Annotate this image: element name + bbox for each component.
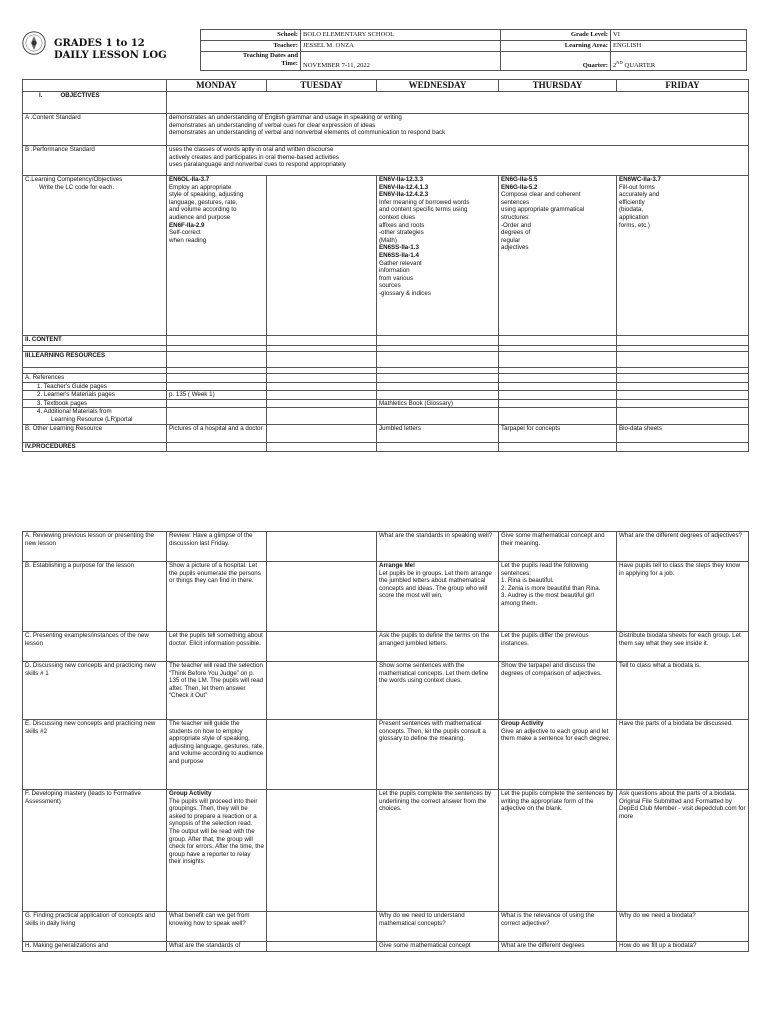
lesson-log-table-objectives <box>22 79 749 452</box>
textbook-pages-label: 3. Textbook pages <box>23 399 167 408</box>
lc-thursday: EN6G-IIa-5.5 EN6G-IIa-5.2 Compose clear and coherent sentences using appropriate grammatical structures: -Order and degrees of regular adjectives <box>499 176 617 336</box>
dates-label: Teaching Dates and Time: <box>201 52 301 71</box>
deped-seal-icon <box>22 31 46 55</box>
table-row: A. Reviewing previous lesson or presenting the new lesson Review: Have a glimpse of the discussion last Friday. What are the standards in speaking well? Give some mathematical concept and their meaning. What are the different degrees of adjectives? <box>23 532 749 562</box>
table-row: G. Finding practical application of concepts and skills in daily living What benefit can we get from knowing how to speak well? Why do we need to understand mathematical concepts? What is the relevance of using the correct adjective? Why do we need a biodata? <box>23 912 749 942</box>
teacher-value: JESSEL M. ONZA <box>301 41 501 52</box>
textbook-pages-wednesday: Mathletics Book (Glossary) <box>377 399 499 408</box>
additional-materials-label: 4. Additional Materials from Learning Resource (LR)portal <box>23 408 167 424</box>
area-label: Learning Area: <box>501 41 611 52</box>
procedure-label: B. Establishing a purpose for the lesson <box>23 562 167 632</box>
procedure-label: C. Presenting examples/instances of the new lesson <box>23 632 167 662</box>
header-info-table <box>200 29 747 71</box>
other-resource-monday: Pictures of a hospital and a doctor <box>167 424 267 442</box>
other-resource-thursday: Tarpapel for concepts <box>499 424 617 442</box>
table-row: H. Making generalizations and What are the standards of Give some mathematical concept What are the different degrees How do we fill up a biodata? <box>23 942 749 952</box>
procedure-label: D. Discussing new concepts and practicing new skills # 1 <box>23 662 167 720</box>
school-label: School: <box>201 30 301 41</box>
table-row: D. Discussing new concepts and practicing new skills # 1 The teacher will read the selection “Think Before You Judge” on p. 135 of the LM. The pupils will read after. Then, let them answer “Check it Out” Show some sentences with the mathematical concepts. Let them define the words using context clues. Show the tarpapel and discuss the degrees of comparison of adjectives. Tell to class what a biodata is. <box>23 662 749 720</box>
lc-tuesday <box>267 176 377 336</box>
performance-standard-label: B .Performance Standard <box>23 146 167 176</box>
procedure-label: H. Making generalizations and <box>23 942 167 952</box>
brand-line1: GRADES 1 to 12 <box>54 38 145 49</box>
table-row: B. Establishing a purpose for the lesson Show a picture of a hospital. Let the pupils enumerate the persons or things they can find in there. Arrange Me! Let pupils be in groups. Let them arrange the jumbled letters about mathematical concepts and ideas. The group who will score the most will win. Let the pupils read the following sentences: 1. Rina is beautiful. 2. Zenia is more beautiful than Rina. 3. Audrey is the most beautiful girl among them. Have pupils tell to class the steps they know in applying for a job. <box>23 562 749 632</box>
grade-value: VI <box>611 30 747 41</box>
quarter-label: Quarter: <box>501 52 611 71</box>
table-row: F. Developing mastery (leads to Formative Assessment) Group Activity The pupils will proceed into their groupings. Then, they will be asked to prepare a reaction or a synopsis of the selection read. The output will be read with the group. After that, the group will check for errors. After the time, the group have a reporter to relay their insights. Let the pupils complete the sentences by underlining the correct answer from the choices. Let the pupils complete the sentences by writing the appropriate form of the adjective on the blank. Ask questions about the parts of a biodata. Original File Submitted and Formatted by DepEd Club Member - visit depedclub.com for more <box>23 790 749 912</box>
procedure-label: A. Reviewing previous lesson or presenting the new lesson <box>23 532 167 562</box>
brand-line2: DAILY LESSON LOG <box>54 50 167 61</box>
teachers-guide-label: 1. Teacher's Guide pages <box>23 382 167 391</box>
lc-monday: EN6OL-IIa-3.7 Employ an appropriate style of speaking, adjusting language, gestures, rate, and volume according to audience and purpose EN6F-IIa-2.9 Self-correct when reading <box>167 176 267 336</box>
other-resource-label: B. Other Learning Resource <box>23 424 167 442</box>
day-friday: FRIDAY <box>617 80 749 92</box>
table-row: E. Discussing new concepts and practicing new skills #2 The teacher will guide the students on how to employ appropriate style of speaking, adjusting language, gestures, rate, and volume according to audience and purpose Present sentences with mathematical concepts. Then, let the pupils consult a glossary to define the meaning. Group Activity Give an adjective to each group and let them make a sentence for each degree. Have the parts of a biodata be discussed. <box>23 720 749 790</box>
day-tuesday: TUESDAY <box>267 80 377 92</box>
brand-title <box>54 38 167 62</box>
learning-competency-label: C.Learning Competency/Objectives Write the LC code for each. <box>23 176 167 336</box>
procedure-label: F. Developing mastery (leads to Formative Assessment) <box>23 790 167 912</box>
day-monday: MONDAY <box>167 80 267 92</box>
quarter-value: 2ND QUARTER <box>611 52 747 71</box>
content-standard-text: demonstrates an understanding of English grammar and usage in speaking or writing demonstrates an understanding of verbal cues for clear expression of ideas demonstrates an understanding of verbal and nonverbal elements of communication to respond back <box>167 114 749 146</box>
performance-standard-text: uses the classes of words aptly in oral and written discourse actively creates and participates in oral theme-based activities uses paralanguage and nonverbal cues to respond appropriately <box>167 146 749 176</box>
lc-wednesday: EN6V-IIa-12.3.3 EN6V-IIa-12.4.1.3 EN6V-IIa-12.4.2.3 Infer meaning of borrowed words and content specific terms using context clues affixes and roots -other strategies (Math) EN6SS-IIa-1.3 EN6SS-IIa-1.4 Gather relevant information from various sources -glossary & indices <box>377 176 499 336</box>
table-row: C. Presenting examples/instances of the new lesson Let the pupils tell something about doctor. Elicit information possible. Ask the pupils to define the terms on the arranged jumbled letters. Let the pupils differ the previous instances. Distribute biodata sheets for each group. Let them say what they see inside it. <box>23 632 749 662</box>
lesson-log-table-procedures <box>22 531 749 952</box>
objectives-heading: I. OBJECTIVES <box>23 92 167 114</box>
other-resource-wednesday: Jumbled letters <box>377 424 499 442</box>
other-resource-friday: Bio-data sheets <box>617 424 749 442</box>
learners-materials-monday: p. 135 ( Week 1) <box>167 391 267 400</box>
day-thursday: THURSDAY <box>499 80 617 92</box>
references-label: A. References <box>23 374 167 383</box>
day-wednesday: WEDNESDAY <box>377 80 499 92</box>
procedures-heading: IV.PROCEDURES <box>23 442 167 451</box>
school-value: BOLO ELEMENTARY SCHOOL <box>301 30 501 41</box>
grade-label: Grade Level: <box>501 30 611 41</box>
procedure-label: G. Finding practical application of concepts and skills in daily living <box>23 912 167 942</box>
content-standard-label: A .Content Standard <box>23 114 167 146</box>
area-value: ENGLISH <box>611 41 747 52</box>
corner-cell <box>23 80 167 92</box>
learners-materials-label: 2. Learner's Materials pages <box>23 391 167 400</box>
content-heading: II. CONTENT <box>23 336 167 346</box>
dates-value: NOVEMBER 7-11, 2022 <box>301 52 501 71</box>
resources-heading: III.LEARNING RESOURCES <box>23 352 167 368</box>
lc-friday: EN6WC-IIa-3.7 Fill-out forms accurately and efficiently (biodata, application forms, etc.) <box>617 176 749 336</box>
procedure-label: E. Discussing new concepts and practicing new skills #2 <box>23 720 167 790</box>
teacher-label: Teacher: <box>201 41 301 52</box>
